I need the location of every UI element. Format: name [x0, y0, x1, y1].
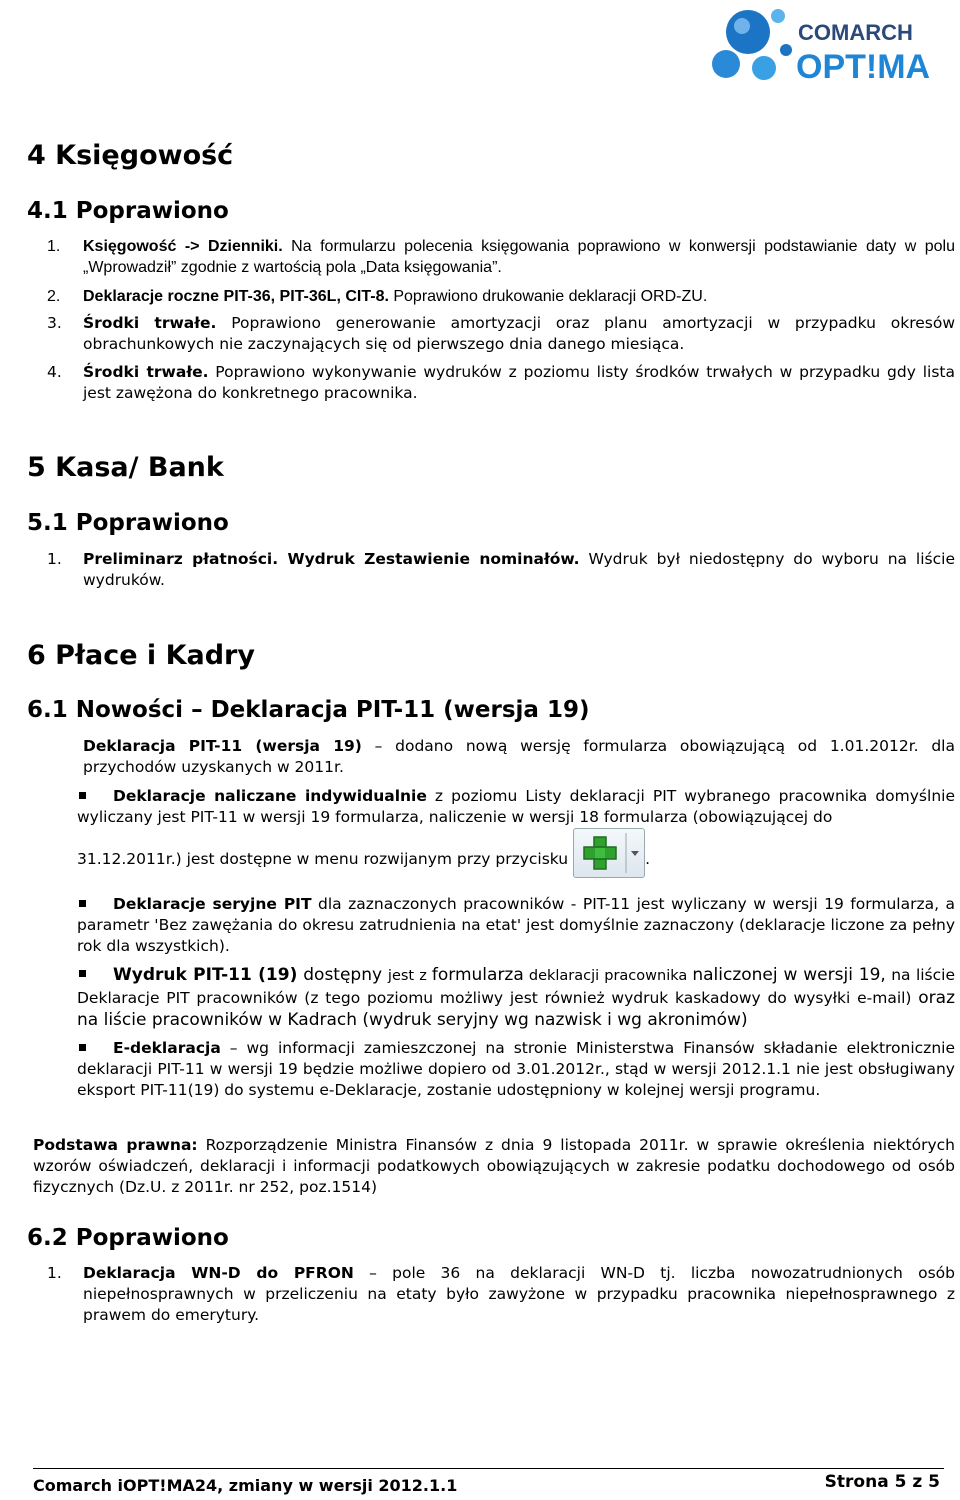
section-4-1-title: 4.1 Poprawiono: [27, 198, 229, 224]
bullet-item-cont: 31.12.2011r.) jest dostępne w menu rozwijanym przy przycisku .: [77, 828, 955, 884]
bullet-icon: [79, 900, 86, 907]
comarch-optima-logo: [706, 6, 946, 90]
svg-text:OPT!MA: OPT!MA: [796, 48, 931, 86]
section-6-2-title: 6.2 Poprawiono: [27, 1225, 229, 1251]
bullet-item: Wydruk PIT-11 (19) dostępny jest z formularza deklaracji pracownika naliczonej w wersji 19, na liście Deklaracje PIT pracowników (z tego poziomu możliwy jest również wydruk kaskadowy do wysyłki e-mail) oraz na liście pracowników w Kadrach (wydruk seryjny wg nazwisk i wg akronimów): [77, 965, 955, 1030]
section-5-title: 5 Kasa/ Bank: [27, 452, 224, 483]
list-item: 1. Deklaracja WN-D do PFRON – pole 36 na deklaracji WN-D tj. liczba nowozatrudnionych osób niepełnosprawnych w przeliczeniu na etaty było zawyżone w przypadku pracownika niepełnosprawnego z prawem do emerytury.: [47, 1264, 955, 1324]
add-dropdown-button[interactable]: [573, 828, 645, 878]
logo-bubbles-icon: [706, 6, 946, 90]
footer-left: Comarch iOPT!MA24, zmiany w wersji 2012.1.1: [33, 1476, 458, 1495]
section-6-1-title: 6.1 Nowości – Deklaracja PIT-11 (wersja 19): [27, 697, 590, 723]
list-item: 4. Środki trwałe. Poprawiono wykonywanie wydruków z poziomu listy środków trwałych w przypadku gdy lista jest zawężona do konkretnego pracownika.: [47, 363, 955, 402]
list-item: 1. Preliminarz płatności. Wydruk Zestawienie nominałów. Wydruk był niedostępny do wyboru na liście wydruków.: [47, 550, 955, 589]
section-5-1-title: 5.1 Poprawiono: [27, 510, 229, 536]
pit11-intro: Deklaracja PIT-11 (wersja 19) – dodano nową wersję formularza obowiązującą od 1.01.2012r. dla przychodów uzyskanych w 2011r.: [83, 737, 955, 776]
list-item: 3. Środki trwałe. Poprawiono generowanie amortyzacji oraz planu amortyzacji w przypadku okresów obrachunkowych nie zaczynających się od pierwszego dnia danego miesiąca.: [47, 314, 955, 353]
footer-page-number: Strona 5 z 5: [824, 1472, 940, 1492]
footer-divider: [33, 1468, 944, 1469]
bullet-item: Deklaracje naliczane indywidualnie z poziomu Listy deklaracji PIT wybranego pracownika domyślnie wyliczany jest PIT-11 w wersji 19 formularza, naliczenie w wersji 18 formularza (obowiązującej do: [77, 787, 955, 826]
add-plus-icon: [584, 837, 616, 869]
bullet-icon: [79, 1044, 86, 1051]
legal-basis: Podstawa prawna: Rozporządzenie Ministra Finansów z dnia 9 listopada 2011r. w sprawie określenia niektórych wzorów oświadczeń, deklaracji i informacji podatkowych obowiązujących w zakresie podatku dochodowego od osób fizycznych (Dz.U. z 2011r. nr 252, poz.1514): [33, 1136, 955, 1196]
section-6-title: 6 Płace i Kadry: [27, 640, 255, 671]
list-item: 1. Księgowość -> Dzienniki. Na formularzu polecenia księgowania poprawiono w konwersji podstawianie daty w polu „Wprowadził” zgodnie z wartością pola „Data księgowania”.: [47, 238, 955, 276]
dropdown-arrow-icon: [631, 851, 639, 856]
section-4-title: 4 Księgowość: [27, 140, 234, 171]
bullet-icon: [79, 970, 86, 977]
bullet-item: Deklaracje seryjne PIT dla zaznaczonych pracowników - PIT-11 jest wyliczany w wersji 19 formularza, a parametr 'Bez zawężania do okresu zatrudnienia na etat' jest domyślnie zaznaczony (deklaracje liczone za pełny rok dla wszystkich).: [77, 895, 955, 955]
bullet-item: E-deklaracja – wg informacji zamieszczonej na stronie Ministerstwa Finansów składanie elektronicznie deklaracji PIT-11 w wersji 19 będzie możliwe dopiero od 3.01.2012r., stąd w wersji 2012.1.1 nie jest obsługiwany eksport PIT-11(19) do systemu e-Deklaracje, zostanie udostępniony w kolejnej wersji programu.: [77, 1039, 955, 1099]
list-item: 2. Deklaracje roczne PIT-36, PIT-36L, CIT-8. Poprawiono drukowanie deklaracji ORD-ZU.: [47, 288, 708, 305]
svg-text:COMARCH: COMARCH: [798, 20, 913, 45]
bullet-icon: [79, 792, 86, 799]
